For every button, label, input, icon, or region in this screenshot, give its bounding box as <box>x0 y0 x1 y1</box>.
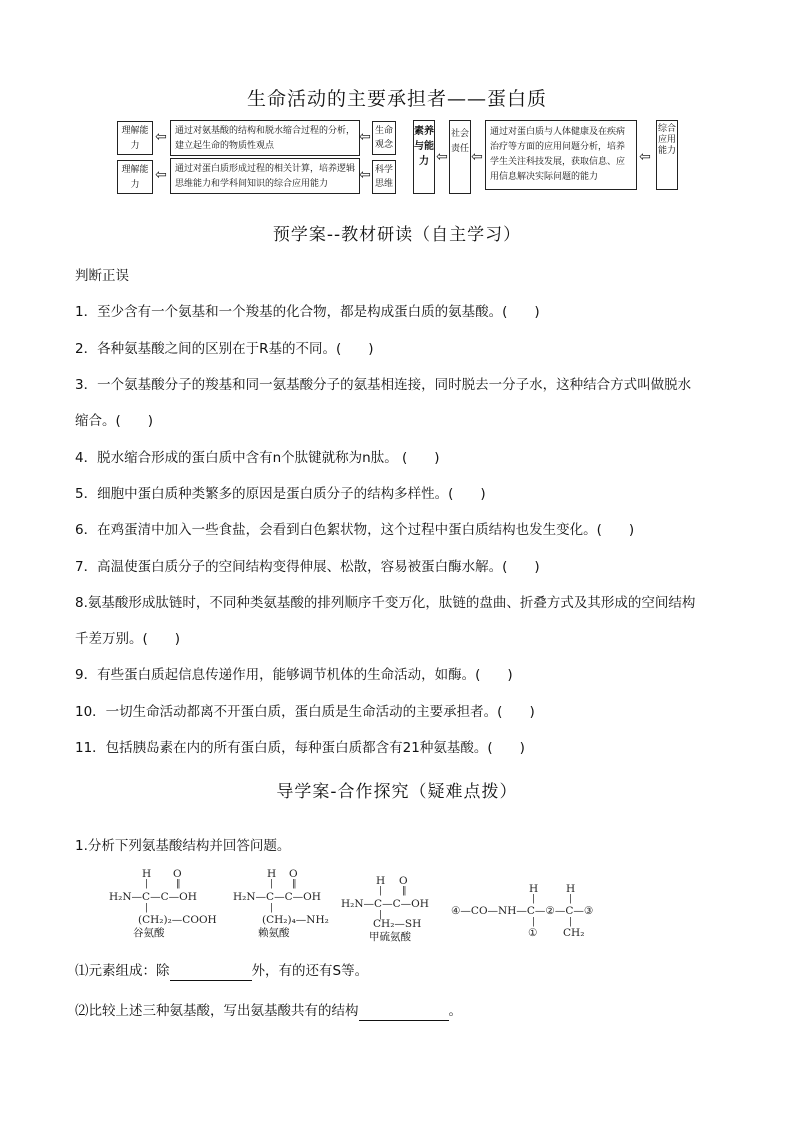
bond-vertical: | <box>145 903 149 913</box>
glu-main-chain: H₂N—C—C—OH <box>109 891 197 903</box>
bond-vertical: | <box>379 886 383 896</box>
arrow-icon: ⇦ <box>155 129 167 145</box>
met-side-chain: CH₂—SH <box>373 918 422 930</box>
judge-heading: 判断正误 <box>75 268 129 284</box>
item-2: 2．各种氨基酸之间的区别在于R基的不同。( ) <box>75 341 374 357</box>
answer-blank-2[interactable] <box>359 1006 449 1021</box>
met-main-chain: H₂N—C—C—OH <box>341 898 429 910</box>
item-8: 8.氨基酸形成肽链时，不同种类氨基酸的排列顺序千变万化，肽链的盘曲、折叠方式及其形成的空间结构 <box>75 595 696 611</box>
section-heading-guided: 导学案-合作探究（疑难点拨） <box>276 782 518 802</box>
frag-r1: ① <box>528 927 538 939</box>
bond-double: ‖ <box>292 879 297 889</box>
item-7: 7．高温使蛋白质分子的空间结构变得伸展、松散，容易被蛋白酶水解。( ) <box>75 559 540 575</box>
lys-o: O <box>289 868 298 880</box>
frag-main-chain: ④—CO—NH—C—②—C—③ <box>451 905 594 917</box>
item-3-cont: 缩合。( ) <box>75 413 154 429</box>
glu-o: O <box>173 868 182 880</box>
comprehensive-ability-box: 综合应用能力 <box>656 120 678 190</box>
q1a-prefix: ⑴元素组成：除 <box>75 963 170 979</box>
bond-vertical: | <box>379 910 383 920</box>
bond-vertical: | <box>145 879 149 889</box>
understanding-box-top: 理解能力 <box>117 121 153 155</box>
item-10: 10．一切生命活动都离不开蛋白质，蛋白质是生命活动的主要承担者。( ) <box>75 704 535 720</box>
item-4: 4．脱水缩合形成的蛋白质中含有n个肽键就称为n肽。 ( ) <box>75 450 440 466</box>
item-9: 9．有些蛋白质起信息传递作用，能够调节机体的生命活动，如酶。( ) <box>75 667 513 683</box>
bond-vertical: | <box>270 879 274 889</box>
frag-h2: H <box>566 883 576 895</box>
arrow-icon: ⇦ <box>359 129 371 145</box>
frag-ch2: CH₂ <box>563 927 585 939</box>
bond-vertical: | <box>532 917 536 927</box>
arrow-icon: ⇦ <box>359 167 371 183</box>
understanding-box-bottom: 理解能力 <box>117 160 153 194</box>
q1b-suffix: 。 <box>448 1003 462 1019</box>
answer-blank-1[interactable] <box>170 966 252 981</box>
lys-main-chain: H₂N—C—C—OH <box>233 891 321 903</box>
item-5: 5．细胞中蛋白质种类繁多的原因是蛋白质分子的结构多样性。( ) <box>75 486 486 502</box>
item-11: 11．包括胰岛素在内的所有蛋白质，每种蛋白质都含有21种氨基酸。( ) <box>75 740 525 756</box>
item-1: 1．至少含有一个氨基和一个羧基的化合物，都是构成蛋白质的氨基酸。( ) <box>75 304 540 320</box>
glu-side-chain: (CH₂)₂—COOH <box>138 914 217 926</box>
right-description-box: 通过对蛋白质与人体健康及在疾病治疗等方面的应用问题分析，培养学生关注科技发展，获取信息、应用信息解决实际问题的能力 <box>485 120 637 190</box>
met-h: H <box>376 875 386 887</box>
bond-vertical: | <box>569 894 573 904</box>
question-1b <box>75 1001 735 1021</box>
item-6: 6．在鸡蛋清中加入一些食盐，会看到白色絮状物，这个过程中蛋白质结构也发生变化。( ) <box>75 522 635 538</box>
question-1: 1.分析下列氨基酸结构并回答问题。 <box>75 838 291 854</box>
met-o: O <box>399 875 408 887</box>
met-name: 甲硫氨酸 <box>369 931 411 943</box>
science-thinking-box: 科学思维 <box>372 160 396 194</box>
item-3: 3．一个氨基酸分子的羧基和同一氨基酸分子的氨基相连接，同时脱去一分子水，这种结合方式叫做脱水 <box>75 377 692 393</box>
arrow-icon: ⇦ <box>436 149 448 165</box>
top-description-box: 通过对氨基酸的结构和脱水缩合过程的分析，建立起生命的物质性观点 <box>170 120 360 156</box>
item-8-cont: 千差万别。( ) <box>75 631 181 647</box>
arrow-icon: ⇦ <box>639 149 651 165</box>
arrow-icon: ⇦ <box>471 149 483 165</box>
glu-h: H <box>142 868 152 880</box>
lys-side-chain: (CH₂)₄—NH₂ <box>262 914 329 926</box>
glu-name: 谷氨酸 <box>133 927 165 939</box>
life-concept-box: 生命观念 <box>372 121 396 155</box>
section-heading-preview: 预学案--教材研读（自主学习） <box>272 225 522 245</box>
lys-name: 赖氨酸 <box>258 927 290 939</box>
bond-vertical: | <box>532 894 536 904</box>
q1b-prefix: ⑵比较上述三种氨基酸，写出氨基酸共有的结构 <box>75 1003 359 1019</box>
lys-h: H <box>267 868 277 880</box>
bond-vertical: | <box>270 903 274 913</box>
bond-double: ‖ <box>176 879 181 889</box>
page-title: 生命活动的主要承担者——蛋白质 <box>246 88 547 110</box>
bond-vertical: | <box>569 917 573 927</box>
frag-h1: H <box>529 883 539 895</box>
social-responsibility-box: 社会责任 <box>449 120 471 194</box>
center-competency-box: 素养与能力 <box>413 120 435 194</box>
bottom-description-box: 通过对蛋白质形成过程的相关计算，培养逻辑思维能力和学科间知识的综合应用能力 <box>170 158 360 194</box>
q1a-suffix: 外，有的还有S等。 <box>251 963 369 979</box>
arrow-icon: ⇦ <box>155 167 167 183</box>
bond-double: ‖ <box>402 886 407 896</box>
question-1a <box>75 961 735 981</box>
